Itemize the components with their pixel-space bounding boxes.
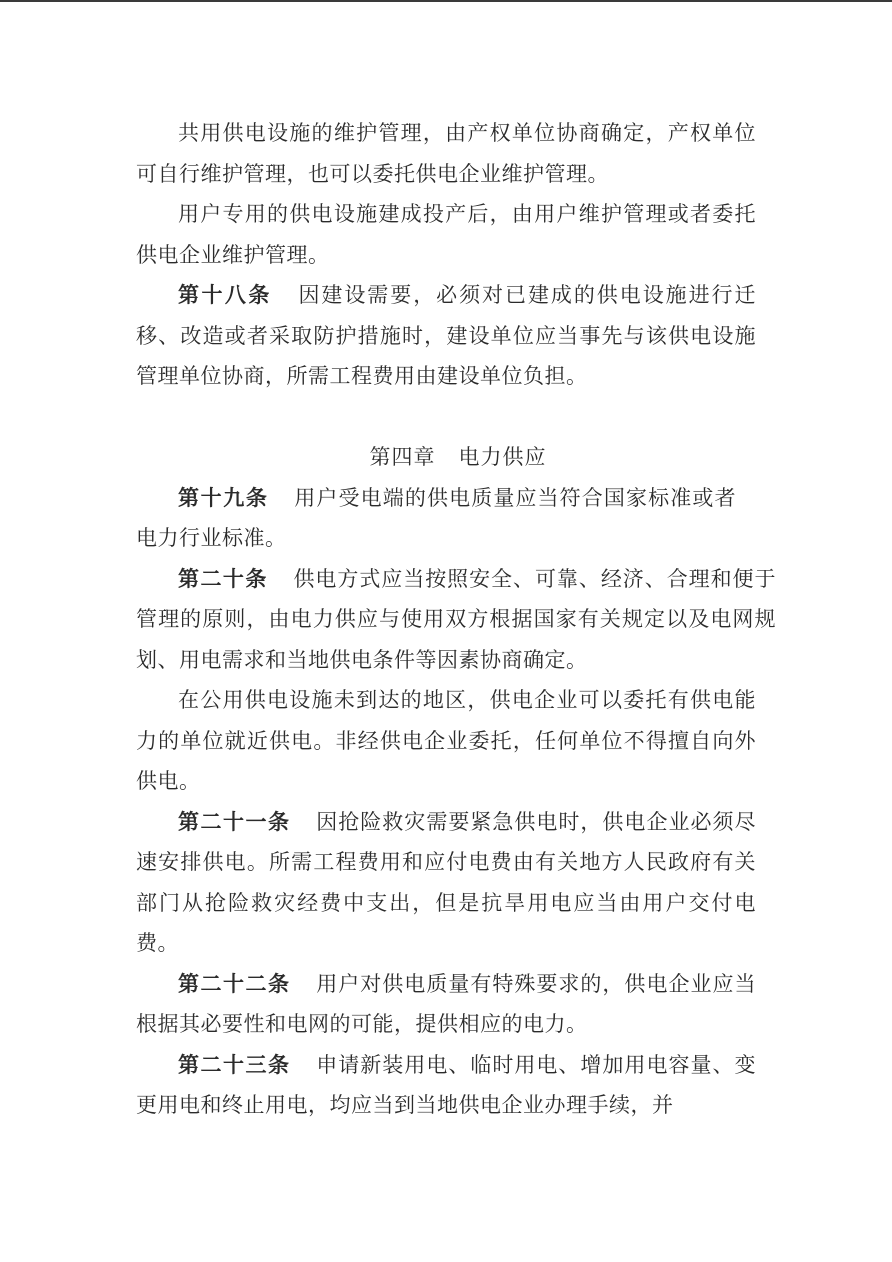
article-text: 因建设需要，必须对已建成的供电设施进行迁移、改造或者采取防护措施时，建设单位应当事先与该供电设施管理单位协商，所需工程费用由建设单位负担。 bbox=[136, 283, 757, 388]
paragraph-no-public-facilities bbox=[136, 680, 756, 802]
document-page bbox=[136, 113, 777, 1126]
paragraph-dedicated-facilities bbox=[136, 194, 756, 275]
article-19 bbox=[136, 478, 756, 559]
article-text: 申请新装用电、临时用电、增加用电容量、变更用电和终止用电，均应当到当地供电企业办理手续，并 bbox=[136, 1052, 756, 1117]
article-number: 第二十二条 bbox=[178, 971, 291, 996]
article-20 bbox=[136, 559, 776, 681]
article-number: 第二十一条 bbox=[178, 809, 291, 834]
article-number: 第十八条 bbox=[178, 283, 272, 307]
chapter-title: 电力供应 bbox=[458, 445, 547, 469]
article-number: 第二十三条 bbox=[178, 1052, 291, 1077]
article-18 bbox=[136, 275, 756, 397]
paragraph-text: 在公用供电设施未到达的地区，供电企业可以委托有供电能力的单位就近供电。非经供电企业委托，任何单位不得擅自向外供电。 bbox=[136, 688, 756, 793]
chapter-number: 第四章 bbox=[369, 445, 436, 469]
article-text: 因抢险救灾需要紧急供电时，供电企业必须尽速安排供电。所需工程费用和应付电费由有关地方人民政府有关部门从抢险救灾经费中支出，但是抗旱用电应当由用户交付电费。 bbox=[136, 809, 756, 955]
paragraph-text: 用户专用的供电设施建成投产后，由用户维护管理或者委托供电企业维护管理。 bbox=[136, 202, 756, 267]
article-23 bbox=[136, 1045, 756, 1126]
top-border-line bbox=[0, 0, 892, 2]
chapter-heading bbox=[136, 437, 756, 478]
article-text: 用户受电端的供电质量应当符合国家标准或者电力行业标准。 bbox=[136, 485, 736, 550]
paragraph-text: 共用供电设施的维护管理，由产权单位协商确定，产权单位可自行维护管理，也可以委托供电企业维护管理。 bbox=[136, 121, 756, 186]
article-text: 用户对供电质量有特殊要求的，供电企业应当根据其必要性和电网的可能，提供相应的电力。 bbox=[136, 971, 756, 1036]
article-22 bbox=[136, 964, 756, 1045]
paragraph-shared-facilities bbox=[136, 113, 756, 194]
article-number: 第十九条 bbox=[178, 485, 269, 510]
article-21 bbox=[136, 802, 756, 964]
article-text: 供电方式应当按照安全、可靠、经济、合理和便于管理的原则，由电力供应与使用双方根据国家有关规定以及电网规划、用电需求和当地供电条件等因素协商确定。 bbox=[136, 566, 777, 672]
article-number: 第二十条 bbox=[178, 566, 268, 591]
